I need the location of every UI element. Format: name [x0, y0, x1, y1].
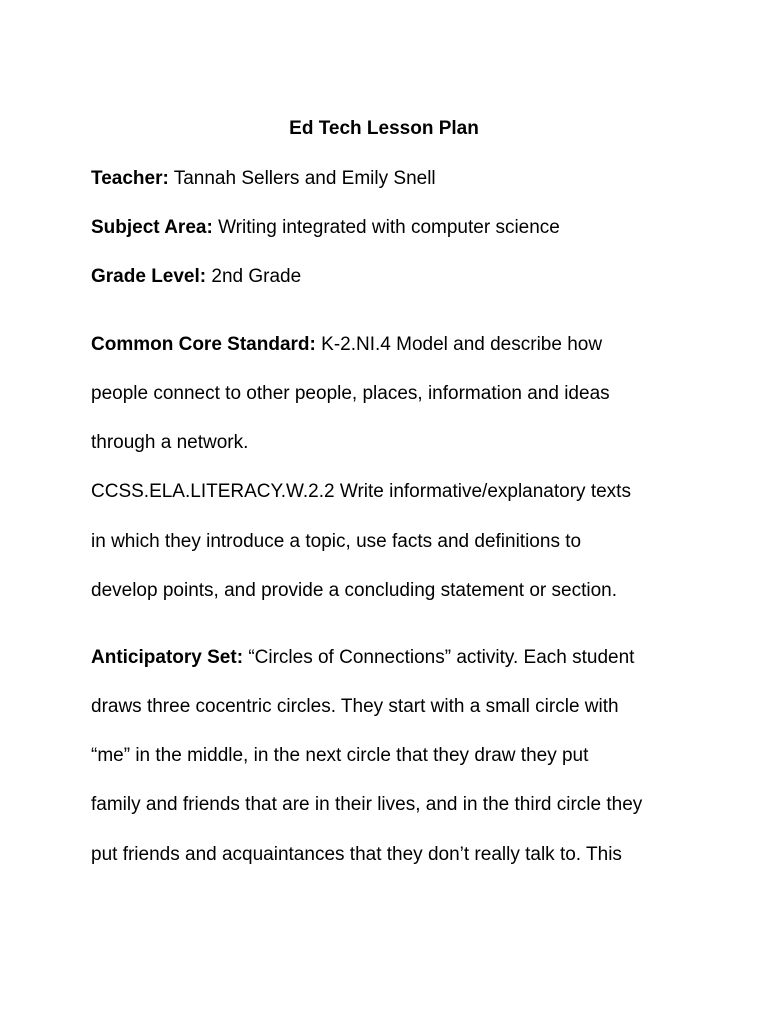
document-title: Ed Tech Lesson Plan: [289, 118, 479, 139]
standard-line-1: [91, 333, 602, 357]
subject-label: Subject Area:: [91, 217, 213, 238]
standard-line-3: through a network.: [91, 432, 249, 453]
anticipatory-line-3: “me” in the middle, in the next circle that they draw they put: [91, 745, 589, 766]
teacher-value: Tannah Sellers and Emily Snell: [173, 168, 436, 189]
teacher-label: Teacher:: [91, 168, 169, 189]
grade-label: Grade Level:: [91, 266, 207, 287]
standard-line-6: develop points, and provide a concluding statement or section.: [91, 580, 617, 601]
anticipatory-label: Anticipatory Set:: [91, 647, 244, 668]
subject-value: Writing integrated with computer science: [218, 217, 560, 238]
anticipatory-line-2: draws three cocentric circles. They start with a small circle with: [91, 696, 619, 717]
anticipatory-line-5: put friends and acquaintances that they don’t really talk to. This: [91, 844, 622, 865]
teacher-line: [91, 167, 436, 191]
anticipatory-line-4: family and friends that are in their lives, and in the third circle they: [91, 794, 643, 815]
standard-line-5: in which they introduce a topic, use facts and definitions to: [91, 531, 582, 552]
anticipatory-line-1: [91, 646, 634, 670]
standard-text: K-2.NI.4 Model and describe how: [321, 334, 603, 355]
standard-line-4: CCSS.ELA.LITERACY.W.2.2 Write informative/explanatory texts: [91, 481, 631, 502]
subject-line: [91, 216, 560, 240]
grade-value: 2nd Grade: [211, 266, 302, 287]
standard-label: Common Core Standard:: [91, 334, 316, 355]
anticipatory-text: “Circles of Connections” activity. Each student: [248, 647, 635, 668]
grade-line: [91, 265, 301, 289]
standard-line-2: people connect to other people, places, information and ideas: [91, 383, 610, 404]
